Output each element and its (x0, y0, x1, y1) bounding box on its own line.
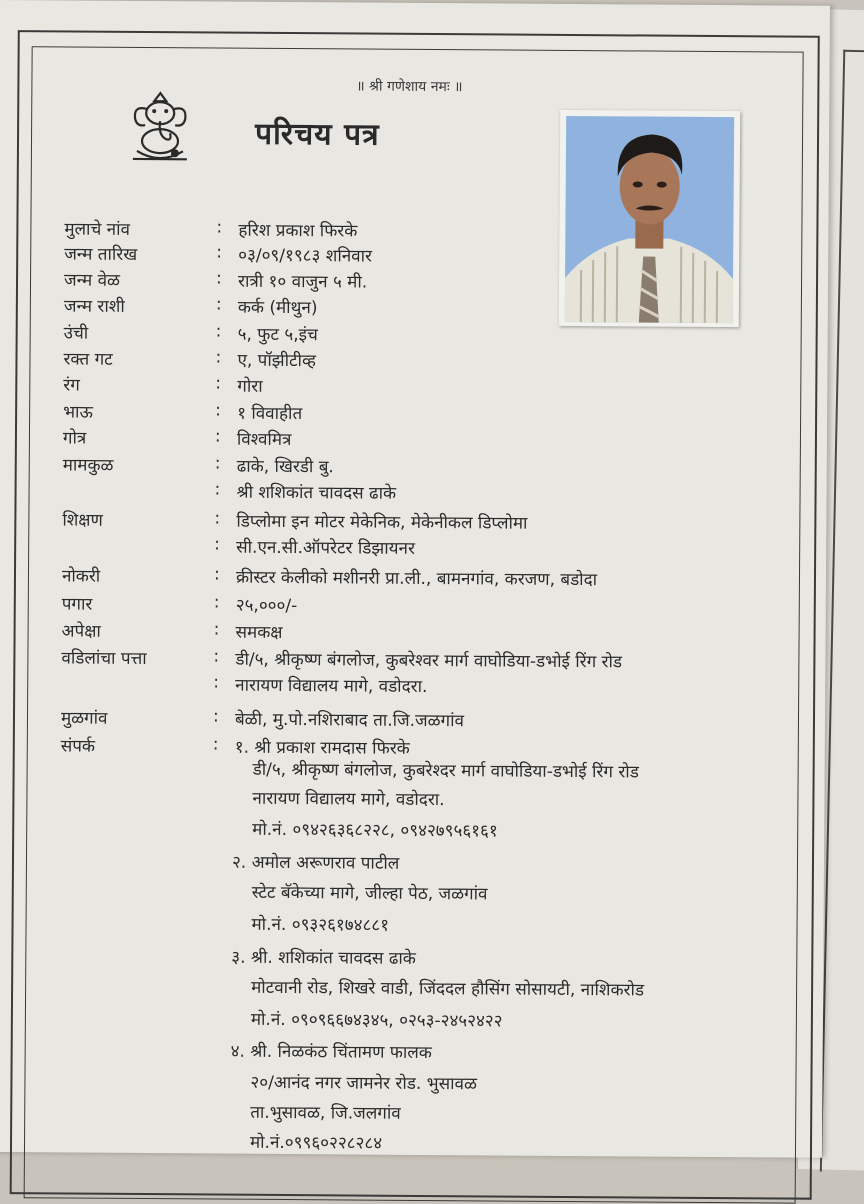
detail-label: रक्त गट (63, 346, 213, 370)
detail-colon: : (215, 427, 221, 447)
profile-photo (559, 110, 741, 327)
detail-colon: : (216, 269, 222, 289)
detail-value: बेळी, मु.पो.नशिराबाद ता.जि.जळगांव (235, 707, 464, 732)
detail-colon: : (214, 593, 220, 613)
contact-line: २०/आनंद नगर जामनेर रोड. भुसावळ (250, 1070, 477, 1095)
detail-label: जन्म वेळ (64, 267, 214, 291)
contact-line: नारायण विद्यालय मागे, वडोदरा. (252, 786, 444, 810)
contact-line: मो.नं.०९९६०२२८२८४ (250, 1130, 382, 1154)
detail-label: मुळगांव (61, 705, 211, 729)
detail-value: रात्री १० वाजुन ५ मी. (238, 269, 367, 293)
detail-value: विश्वमित्र (237, 427, 292, 450)
contact-line: ४. श्री. निळकंठ चिंतामण फालक (231, 1039, 432, 1063)
detail-value: क्रीस्टर केलीको मशीनरी प्रा.ली., बामनगांव, करजण, बडोदा (236, 565, 597, 591)
page-title: परिचय पत्र (255, 112, 380, 154)
contact-line: ता.भुसावळ, जि.जलगांव (250, 1100, 401, 1124)
detail-label: मामकुळ (63, 452, 213, 476)
detail-value: समकक्ष (236, 620, 283, 643)
detail-label: मुलाचे नांव (64, 216, 214, 240)
detail-colon: : (213, 647, 219, 667)
detail-colon: : (214, 535, 220, 555)
detail-label: नोकरी (62, 563, 212, 587)
contact-line: मो.नं. ०९४२६३६८२२८, ०९४२७९५६१६१ (252, 817, 498, 842)
detail-colon: : (214, 509, 220, 529)
detail-label: जन्म राशी (64, 293, 214, 317)
detail-colon: : (214, 620, 220, 640)
detail-value: कर्क (मीथुन) (238, 295, 318, 319)
contact-line: मो.नं. ०९३२६१७४८८१ (251, 912, 389, 936)
detail-colon: : (216, 295, 222, 315)
detail-value: १. श्री प्रकाश रामदास फिरके (235, 735, 410, 759)
detail-label: गोत्र (63, 425, 213, 449)
detail-value: ए, पॉझीटीव्ह (237, 348, 316, 372)
detail-value: ढाके, खिरडी बु. (237, 454, 334, 478)
detail-value: श्री शशिकांत चावदस ढाके (236, 480, 396, 504)
detail-colon: : (213, 707, 219, 727)
detail-value: गोरा (237, 374, 263, 397)
detail-colon: : (215, 480, 221, 500)
detail-colon: : (214, 565, 220, 585)
detail-value: डिप्लोमा इन मोटर मेकेनिक, मेकेनीकल डिप्लोमा (236, 509, 527, 534)
detail-colon: : (215, 374, 221, 394)
contact-line: ३. श्री. शशिकांत चावदस ढाके (231, 945, 416, 969)
detail-colon: : (213, 673, 219, 693)
detail-label: शिक्षण (62, 507, 212, 531)
detail-label: जन्म तारिख (64, 241, 214, 265)
detail-value: हरिश प्रकाश फिरके (238, 218, 357, 242)
contact-line: मोटवानी रोड, शिखरे वाडी, जिंददल हौसिंग सोसायटी, नाशिकरोड (251, 975, 644, 1001)
detail-value: नारायण विद्यालय मागे, वडोदरा. (235, 673, 427, 697)
detail-label: भाऊ (63, 399, 213, 423)
invocation-line: ॥ श्री गणेशाय नमः ॥ (249, 76, 569, 97)
detail-value: २५,०००/- (236, 593, 298, 616)
detail-colon: : (213, 735, 219, 755)
contact-line: २. अमोल अरूणराव पाटील (232, 850, 400, 874)
detail-value: १ विवाहीत (237, 401, 302, 424)
detail-value: सी.एन.सी.ऑपरेटर डिझायनर (236, 535, 415, 559)
detail-value: डी/५, श्रीकृष्ण बंगलोज, कुबरेश्वर मार्ग वाघोडिया-डभोई रिंग रोड (235, 647, 622, 673)
detail-label: पगार (62, 591, 212, 615)
detail-colon: : (215, 454, 221, 474)
detail-colon: : (215, 348, 221, 368)
detail-value: ०३/०९/१९८३ शनिवार (238, 243, 372, 267)
contact-line: स्टेट बॅकेच्या मागे, जील्हा पेठ, जळगांव (252, 880, 488, 905)
ganesha-emblem-icon (127, 89, 194, 163)
contact-line: मो.नं. ०९०९६६७४३४५, ०२५३-२४५२४२२ (251, 1007, 503, 1032)
detail-colon: : (216, 218, 222, 238)
detail-colon: : (216, 322, 222, 342)
detail-label: संपर्क (61, 733, 211, 757)
detail-colon: : (216, 243, 222, 263)
detail-colon: : (215, 401, 221, 421)
detail-label: रंग (63, 372, 213, 396)
contact-line: डी/५, श्रीकृष्ण बंगलोज, कुबरेश्दर मार्ग वाघोडिया-डभोई रिंग रोड (253, 757, 639, 783)
detail-label: अपेक्षा (62, 618, 212, 642)
detail-label: वडिलांचा पत्ता (61, 645, 211, 669)
detail-value: ५, फुट ५,इंच (238, 322, 318, 346)
detail-label: उंची (64, 320, 214, 344)
